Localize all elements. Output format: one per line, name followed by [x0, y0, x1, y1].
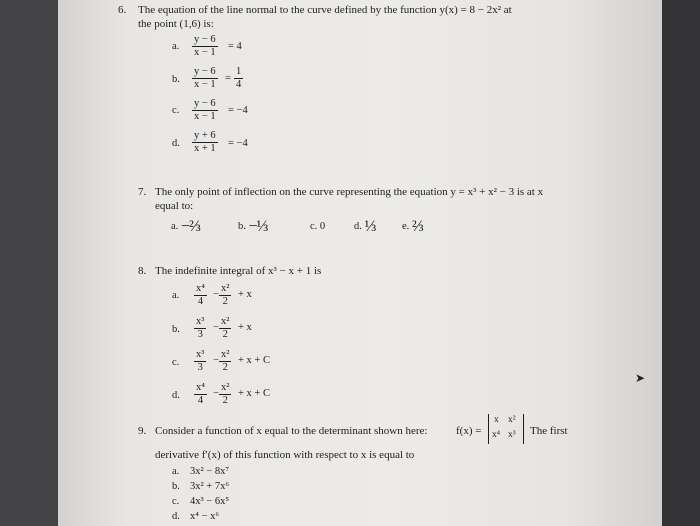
det-a: x [494, 415, 499, 425]
question-6-text-line2: the point (1,6) is: [138, 18, 214, 30]
q6-option-a-fraction [192, 34, 218, 59]
q8-option-b-d1: 3 [197, 329, 203, 340]
q8-option-d-label[interactable]: d. [172, 390, 180, 401]
q6-option-a-rhs: = 4 [228, 41, 242, 52]
q8-option-b-frac2 [219, 316, 231, 341]
worksheet-page [58, 0, 662, 526]
question-9-number: 9. [138, 425, 147, 437]
q6-option-b-equals: = [225, 73, 231, 84]
mouse-cursor-icon: ➤ [635, 371, 646, 385]
question-7-text-line1: The only point of inflection on the curve representing the equation y = x³ + x² − 3 is at x [155, 186, 544, 198]
det-d: x³ [508, 430, 516, 440]
q7-choice-b[interactable] [238, 220, 268, 233]
q8-option-c-frac2 [219, 349, 231, 374]
question-7-text-line2: equal to: [155, 200, 194, 212]
q6-option-d-den: x + 1 [194, 143, 216, 154]
question-6-number: 6. [118, 4, 127, 16]
q8-option-b-n1: x³ [196, 316, 205, 327]
question-7-number: 7. [138, 186, 147, 198]
question-6-text-line1: The equation of the line normal to the curve defined by the function y(x) = 8 − 2x² at [138, 4, 512, 16]
q6-option-b-rhs-num: 1 [236, 66, 242, 77]
q6-option-a-num: y − 6 [194, 34, 216, 45]
q6-option-c-rhs: = −4 [228, 105, 248, 116]
q6-option-d-rhs: = −4 [228, 138, 248, 149]
q7-choice-d[interactable] [354, 220, 376, 233]
question-8-number: 8. [138, 265, 147, 277]
q8-option-a-label[interactable]: a. [172, 290, 180, 301]
q9-option-d-expr: x⁴ − x⁶ [190, 511, 219, 522]
left-background [0, 0, 58, 526]
q6-option-b-fraction [192, 66, 218, 91]
q7-choice-e-label: e. [402, 221, 410, 232]
q8-option-b-frac1 [194, 316, 206, 341]
q7-choice-d-label: d. [354, 221, 362, 232]
q8-option-d-d1: 4 [197, 395, 204, 406]
right-background [662, 0, 700, 526]
q9-option-d-label[interactable]: d. [172, 511, 180, 522]
q8-option-d-tail: + x + C [238, 388, 270, 399]
question-9-fx: f(x) = [456, 425, 482, 437]
q6-option-c-den: x − 1 [194, 111, 216, 122]
q8-option-a-n1: x⁴ [196, 283, 205, 294]
q8-option-d-d2: 2 [222, 395, 228, 406]
q9-option-b-expr: 3x² + 7x⁶ [190, 481, 229, 492]
q8-option-b-d2: 2 [222, 329, 228, 340]
q6-option-b-num: y − 6 [194, 66, 216, 77]
q8-option-a-tail: + x [238, 289, 252, 300]
q8-option-b-label[interactable]: b. [172, 324, 180, 335]
q8-option-c-n1: x³ [196, 349, 205, 360]
q6-option-d-fraction [192, 130, 218, 155]
q7-choice-a[interactable] [171, 220, 200, 233]
q6-option-c-label[interactable]: c. [172, 105, 180, 116]
q6-option-b-rhs-fraction [234, 66, 243, 91]
det-b: x² [508, 415, 516, 425]
q8-option-a-d1: 4 [197, 296, 204, 307]
q7-choice-e-value: ⅔ [411, 218, 423, 235]
question-8-text: The indefinite integral of x³ − x + 1 is [155, 265, 322, 277]
q8-option-b-minus: − [213, 322, 219, 333]
q8-option-d-n1: x⁴ [196, 382, 205, 393]
q7-choice-e[interactable] [402, 220, 423, 233]
q7-choice-c[interactable] [310, 220, 325, 233]
question-9-text-after: The first [530, 425, 568, 437]
q8-option-c-tail: + x + C [238, 355, 270, 366]
q8-option-d-minus: − [213, 388, 219, 399]
q6-option-c-num: y − 6 [194, 98, 216, 109]
q8-option-b-n2: x² [221, 316, 230, 327]
q8-option-c-frac1 [194, 349, 206, 374]
q8-option-a-frac1 [194, 283, 207, 308]
q7-choice-b-value: −⅓ [248, 218, 268, 235]
q9-option-a-label[interactable]: a. [172, 466, 180, 477]
q8-option-a-d2: 2 [222, 296, 228, 307]
q7-choice-c-label: c. [310, 221, 318, 232]
q6-option-a-label[interactable]: a. [172, 41, 180, 52]
q7-choice-b-label: b. [238, 221, 246, 232]
q6-option-b-den: x − 1 [194, 79, 216, 90]
q8-option-a-frac2 [219, 283, 231, 308]
question-9-line2: derivative f′(x) of this function with respect to x is equal to [155, 449, 415, 461]
question-9-text-before: Consider a function of x equal to the determinant shown here: [155, 425, 428, 437]
q8-option-c-n2: x² [221, 349, 230, 360]
q8-option-b-tail: + x [238, 322, 252, 333]
q6-option-d-num: y + 6 [194, 130, 216, 141]
q9-option-a-expr: 3x² − 8x⁷ [190, 466, 229, 477]
determinant-matrix [488, 414, 524, 444]
q8-option-d-frac1 [194, 382, 207, 407]
q9-option-b-label[interactable]: b. [172, 481, 180, 492]
q7-choice-c-value: 0 [319, 221, 326, 232]
q7-choice-d-value: ⅓ [364, 218, 376, 235]
q8-option-c-d2: 2 [222, 362, 228, 373]
det-c: x⁴ [492, 430, 501, 440]
q6-option-d-label[interactable]: d. [172, 138, 180, 149]
q9-option-c-label[interactable]: c. [172, 496, 180, 507]
q8-option-c-d1: 3 [197, 362, 203, 373]
q8-option-d-n2: x² [221, 382, 230, 393]
q8-option-c-label[interactable]: c. [172, 357, 180, 368]
q8-option-d-frac2 [219, 382, 231, 407]
q8-option-a-minus: − [213, 289, 219, 300]
q7-choice-a-label: a. [171, 221, 179, 232]
q6-option-a-den: x − 1 [194, 47, 216, 58]
q9-option-c-expr: 4x³ − 6x⁵ [190, 496, 229, 507]
q7-choice-a-value: −⅔ [180, 218, 200, 235]
q8-option-a-n2: x² [221, 283, 230, 294]
q6-option-b-label[interactable]: b. [172, 74, 180, 85]
q6-option-b-rhs-den: 4 [236, 79, 242, 90]
q6-option-c-fraction [192, 98, 218, 123]
q8-option-c-minus: − [213, 355, 219, 366]
